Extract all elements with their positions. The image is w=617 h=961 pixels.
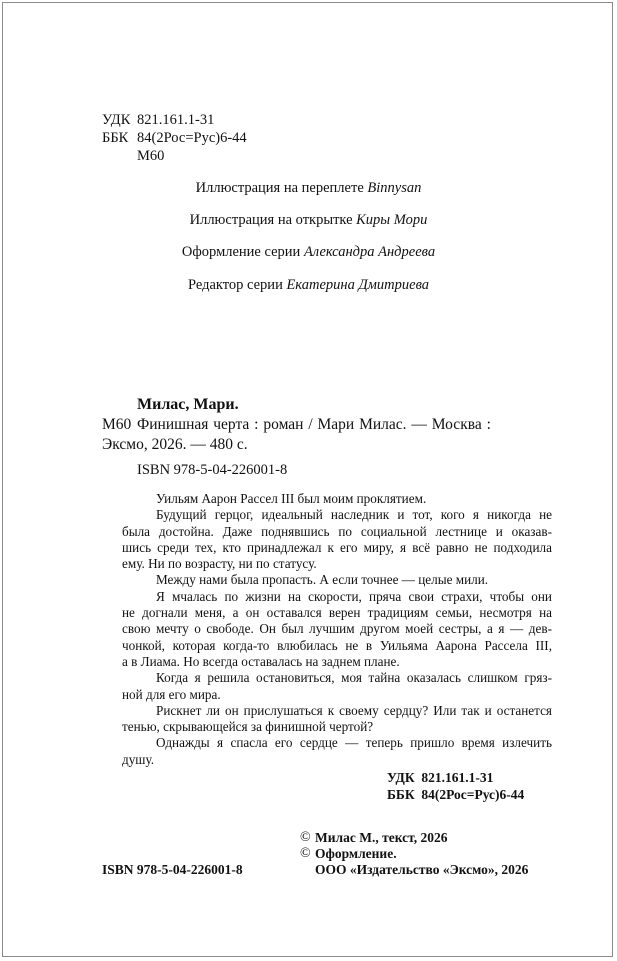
copyright-symbol: © xyxy=(300,830,311,845)
book-annotation xyxy=(122,491,552,768)
credit-series-design: Оформление серии Александра Андреева xyxy=(181,244,436,260)
annotation-line: а в Лиама. Но всегда оставалась на заднем плане. xyxy=(122,653,400,669)
bib-mark: М60 xyxy=(102,416,132,433)
credit-name: Александра Андреева xyxy=(303,244,436,260)
annotation-line: шись среди тех, кто принадлежал к его миру, я всё равно не подходила xyxy=(122,539,552,555)
credit-series-editor: Редактор серии Екатерина Дмитриева xyxy=(187,277,430,293)
credit-name: Віnnysan xyxy=(367,180,422,196)
annotation-line: Я мчалась по жизни на скорости, пряча свои страхи, чтобы они xyxy=(156,588,552,604)
copyright-publisher: ООО «Издательство «Эксмо», 2026 xyxy=(315,862,529,877)
annotation-line: ной для его мира. xyxy=(122,686,221,702)
isbn-bottom: ISBN 978-5-04-226001-8 xyxy=(102,862,243,877)
udk-value: 821.161.1-31 xyxy=(137,112,215,128)
credit-postcard-illustration: Иллюстрация на открытке Киры Мори xyxy=(189,212,428,228)
credit-name: Киры Мори xyxy=(356,212,428,228)
annotation-line: Однажды я спасла его сердце — теперь пришло время излечить xyxy=(156,735,552,751)
udk-bottom: УДК 821.161.1-31 xyxy=(387,770,494,785)
annotation-line: чонкой, которая когда-то влюбилась не в Уильяма Аарона Рассела III, xyxy=(122,637,552,653)
copyright-text: Милас М., текст, 2026 xyxy=(315,830,448,845)
annotation-line: Будущий герцог, идеальный наследник и тот, кого я никогда не xyxy=(156,507,552,523)
annotation-line: Уильям Аарон Рассел III был моим проклятием. xyxy=(156,491,427,506)
copyright-design: Оформление. xyxy=(315,846,397,861)
bbk-value: 84(2Рос=Рус)6-44 xyxy=(137,130,247,146)
credit-name: Екатерина Дмитриева xyxy=(286,277,430,293)
annotation-line: Когда я решила остановиться, моя тайна оказалась слишком гряз- xyxy=(156,670,552,686)
bbk-label: ББК xyxy=(102,130,129,146)
bbk-bottom: ББК 84(2Рос=Рус)6-44 xyxy=(387,787,525,802)
bib-author: Милас, Мари. xyxy=(137,396,239,413)
annotation-line: тенью, скрывающейся за финишной чертой? xyxy=(122,719,374,735)
annotation-line: была достойна. Даже поднявшись по социальной лестнице и оказав- xyxy=(122,523,552,539)
bib-title-line2: Эксмо, 2026. — 480 с. xyxy=(102,436,248,453)
annotation-line: Рискнет ли он прислушаться к своему сердцу? Или так и останется xyxy=(156,702,552,718)
annotation-line: душу. xyxy=(122,751,155,767)
annotation-line: ему. Ни по возрасту, ни по статусу. xyxy=(122,556,317,572)
udk-label: УДК xyxy=(102,112,131,128)
annotation-line: Между нами была пропасть. А если точнее — целые мили. xyxy=(156,572,489,588)
credit-cover-illustration: Иллюстрация на переплете Віnnysan xyxy=(195,180,422,196)
annotation-line: не догнали меня, а он оставался верен традициям семьи, несмотря на xyxy=(122,605,552,621)
bib-title-line1: Финишная черта : роман / Мари Милас. — Москва : xyxy=(137,416,491,433)
author-mark-top: М60 xyxy=(137,148,165,164)
bib-isbn: ISBN 978-5-04-226001-8 xyxy=(137,462,288,478)
copyright-page xyxy=(2,2,613,957)
annotation-line: свою мечту о свободе. Он был лучшим другом моей сестры, а я — дев- xyxy=(122,621,552,637)
copyright-symbol: © xyxy=(300,846,311,861)
